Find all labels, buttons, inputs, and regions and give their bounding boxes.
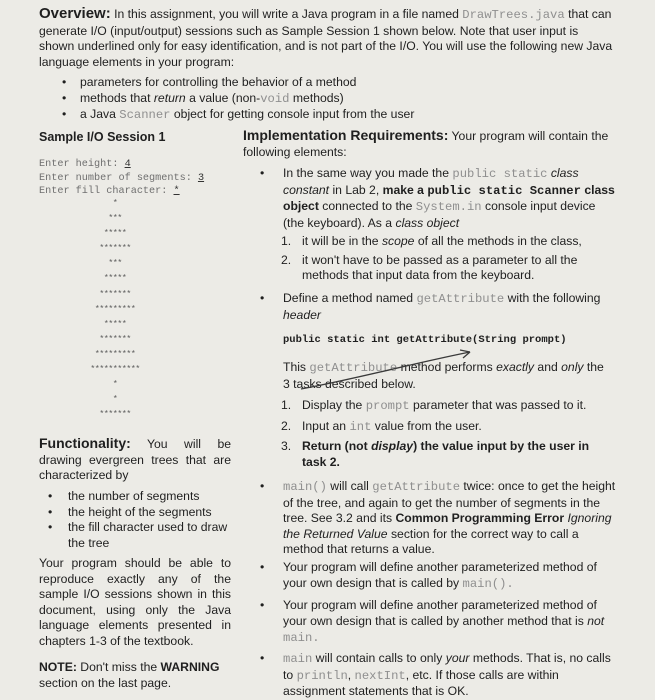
text: header [283, 307, 321, 322]
tree-row: ********* [94, 303, 136, 314]
text: console input device (the keyboard). As a [283, 199, 596, 230]
text: will contain calls to only [312, 651, 446, 665]
text: make a [382, 182, 428, 197]
text: Your program will define another parameterized method of your own design that is called by [283, 560, 597, 590]
warning-note [39, 660, 239, 691]
list-item [260, 291, 610, 323]
text: value from the user. [371, 418, 482, 433]
functionality-paragraph [39, 436, 231, 484]
numbered-item: 2. it won't have to be passed as a parameter to all the methods that input data from the keyboard. [281, 252, 578, 283]
code-main: main(). [462, 576, 514, 591]
code-public-static: public static [452, 167, 548, 181]
text: display [371, 439, 414, 454]
tree-row: *** [108, 258, 122, 269]
text: section for the correct way to call a method that returns a value. [283, 526, 579, 557]
text: it will be in the [302, 234, 382, 248]
text: section on the last page. [39, 675, 172, 690]
tree-row: * [112, 394, 118, 405]
text: class constant [283, 166, 579, 197]
prompt-height: Enter height: [39, 159, 125, 170]
prompt-segments: Enter number of segments: [39, 172, 198, 184]
requirement-getattribute [260, 291, 610, 323]
code-void: void [260, 91, 290, 106]
tree-row: ******* [99, 409, 131, 420]
getattribute-tasks [281, 398, 616, 470]
numbered-item: 1. Display the prompt parameter that was passed to it. [281, 398, 587, 413]
code-main: main. [283, 631, 320, 646]
functionality-list [48, 489, 238, 551]
code-main: main() [283, 480, 327, 494]
list-item [260, 560, 616, 592]
code-scanner: Scanner [119, 108, 171, 123]
text: method performs [397, 360, 497, 374]
text: a Java [80, 107, 120, 122]
text: Your program will define another parameterized method of your own design that is called by another method that is [283, 598, 597, 628]
code-nextint: nextInt [354, 668, 406, 683]
text: parameter that was passed to it. [409, 398, 587, 412]
file-name: DrawTrees.java [462, 8, 565, 22]
list-item [260, 598, 616, 647]
implementation-heading-paragraph [243, 128, 613, 160]
text: it won't have to be passed as a parameter to all the methods that input data from the keyboard. [302, 252, 578, 283]
text: of all the methods in the class, [414, 234, 582, 248]
overview-paragraph [39, 6, 614, 70]
scanner-subpoints [281, 234, 616, 284]
tree-row: *********** [90, 364, 140, 375]
requirement-method-other [260, 598, 616, 647]
tree-row: ******* [99, 288, 131, 299]
warning-label: WARNING [160, 660, 220, 674]
text: exactly [496, 360, 535, 374]
code-public-static-scanner: public static Scanner [427, 183, 581, 198]
text: the 3 tasks described below. [283, 360, 604, 391]
list-item: • the height of the segments [48, 505, 238, 521]
overview-heading: Overview: [39, 5, 111, 22]
requirement-scanner [260, 166, 618, 231]
text: Don't miss the [76, 660, 161, 674]
text: , [347, 667, 355, 682]
tree-row: ***** [103, 273, 127, 284]
code-prompt: prompt [365, 399, 410, 413]
tree-row: ******* [99, 243, 131, 254]
input-segments: 3 [197, 172, 205, 184]
tree-output [40, 196, 190, 422]
requirement-main-contents [260, 651, 616, 700]
text: scope [381, 234, 415, 248]
code-int: int [349, 419, 372, 434]
tree-row: ***** [103, 318, 127, 329]
implementation-intro: Your program will contain the following elements: [243, 129, 609, 159]
input-fill: * [173, 186, 180, 198]
prompt-line [39, 158, 204, 172]
text: Return [302, 439, 342, 454]
tree-row: ********* [94, 348, 136, 359]
text: will call [326, 479, 373, 493]
list-item [260, 651, 616, 700]
text: Display the [302, 398, 366, 412]
list-item [260, 166, 618, 231]
text: class object [283, 182, 615, 214]
element-parameters: parameters for controlling the behavior of a method [80, 75, 357, 89]
implementation-heading: Implementation Requirements: [243, 127, 449, 143]
code-getattribute: getAttribute [372, 480, 461, 494]
text: Define a method named [283, 291, 417, 305]
text: Input an [302, 418, 350, 433]
text: twice: once to get the height of the tree, and again to get the number of segments in the tree. See 3.2 and its [283, 479, 616, 526]
text: class object [395, 215, 460, 230]
getattribute-description [283, 360, 613, 392]
tree-row: ******* [99, 333, 131, 344]
text: Ignoring the Returned Value [283, 511, 612, 541]
sample-prompts [39, 158, 204, 199]
text: return [153, 90, 186, 105]
text: only [561, 360, 584, 374]
tree-row: * [112, 379, 118, 390]
text: and [534, 360, 562, 374]
text: ) the value input by the user in task 2. [302, 439, 590, 469]
text: methods that [80, 90, 154, 105]
text: methods) [289, 90, 344, 105]
functionality-heading: Functionality: [39, 435, 131, 451]
prompt-line [39, 172, 204, 186]
method-header-code: public static int getAttribute(String prompt) [283, 334, 567, 346]
tree-row: ***** [103, 228, 127, 239]
sample-session-title: Sample I/O Session 1 [39, 130, 166, 144]
list-item [62, 75, 482, 91]
tree-row: *** [108, 213, 122, 224]
functionality-intro: You will be drawing evergreen trees that are characterized by [39, 437, 231, 483]
requirement-method-main [260, 560, 616, 592]
input-height: 4 [124, 159, 131, 170]
text: connected to the [318, 199, 416, 214]
text: object for getting console input from the user [170, 107, 415, 122]
text: In the same way you made the [283, 166, 453, 180]
code-println: println [296, 668, 348, 683]
text: your [445, 651, 470, 665]
numbered-item: 2. Input an int value from the user. [281, 418, 482, 434]
code-main: main [283, 652, 313, 666]
text: Common Programming Error [395, 511, 565, 526]
text: (not [341, 439, 372, 454]
text: with the following [504, 291, 601, 305]
list-item [260, 479, 616, 558]
text: not [587, 613, 605, 628]
note-label: NOTE: [39, 660, 77, 674]
prompt-fill: Enter fill character: [39, 186, 174, 198]
code-system-in: System.in [415, 200, 482, 215]
text: a value (non- [185, 90, 261, 105]
code-getattribute: getAttribute [416, 292, 505, 306]
overview-text-2: that can generate I/O (input/output) sessions such as Sample Session 1 shown below. Note that user input is shown underlined only for easy identification, and is not part of the I/O. You will use the following new Java language elements in your program: [39, 7, 613, 69]
requirement-main-calls [260, 479, 616, 558]
text: , etc. If those calls are within assignment statements that is OK. [283, 667, 559, 699]
list-item: • the fill character used to draw the tree [48, 520, 238, 551]
list-item: • the number of segments [48, 489, 238, 505]
text: methods. That is, no calls to [283, 651, 611, 682]
language-elements-list [62, 75, 482, 124]
text: This [283, 360, 310, 374]
tree-row: * [112, 198, 118, 208]
numbered-item: 1. it will be in the scope of all the methods in the class, [281, 234, 582, 248]
text: in Lab 2, [329, 182, 383, 197]
code-getattribute: getAttribute [309, 361, 398, 375]
numbered-item: 3. Return (not display) the value input by the user in task 2. [281, 439, 590, 469]
reproduce-paragraph: Your program should be able to reproduce exactly any of the sample I/O sessions shown in this document, using only the Java language elements presented in chapters 1-3 of the textbook. [39, 556, 231, 648]
list-item [62, 91, 482, 108]
list-item [62, 107, 482, 124]
overview-text-1: In this assignment, you will write a Java program in a file named [110, 7, 463, 21]
